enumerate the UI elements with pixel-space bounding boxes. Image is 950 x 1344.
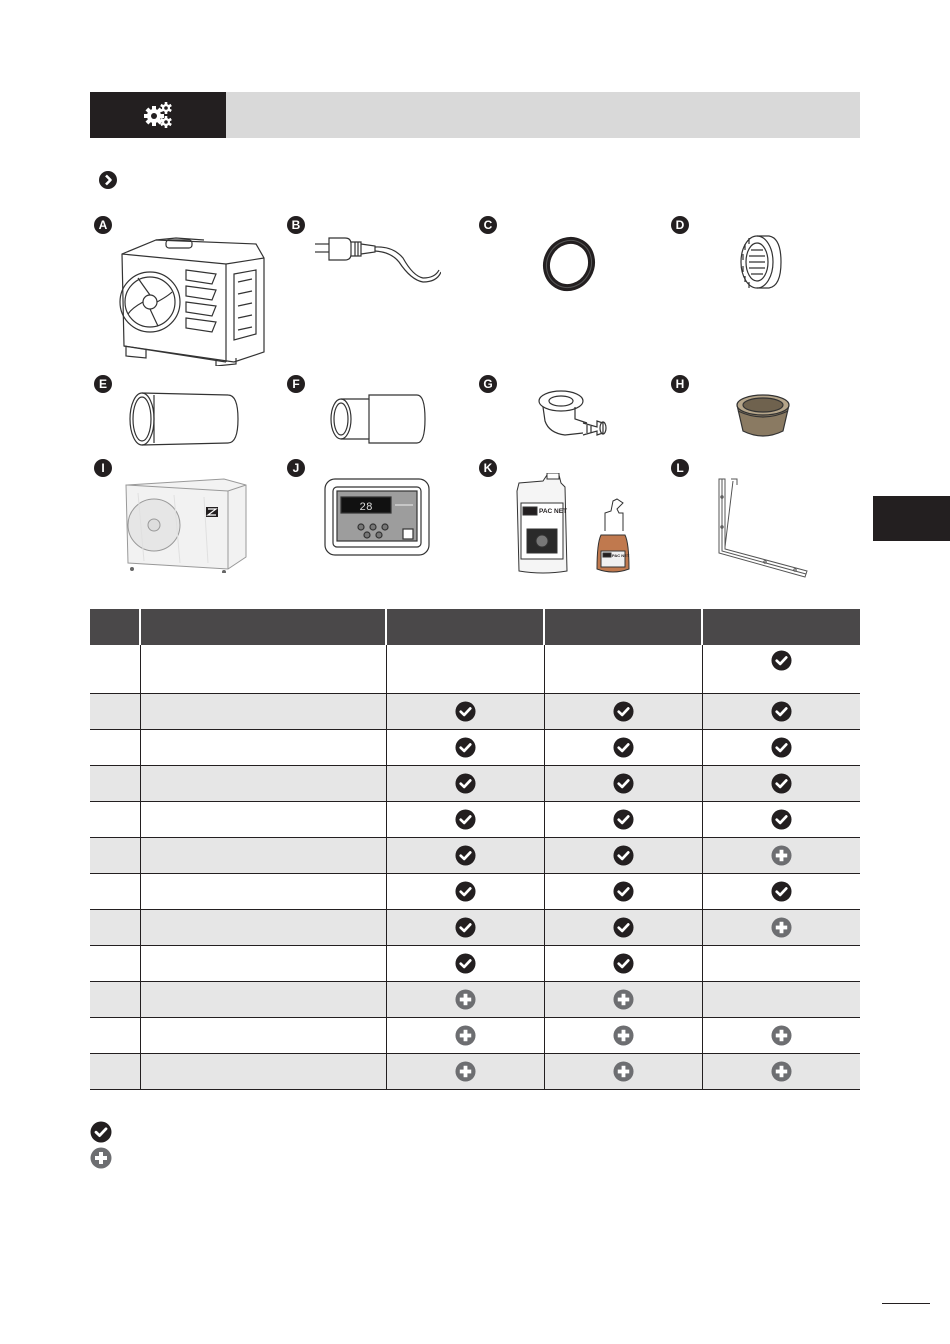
table-cell-letter [90,837,140,873]
table-cell-description [140,945,386,981]
table-cell-availability [544,729,702,765]
check-icon [613,845,634,866]
pac-net-can-label: PAC NET [539,508,568,515]
table-cell-description [140,765,386,801]
table-cell-availability [702,729,860,765]
item-letter: I [94,459,112,477]
plus-icon [771,1025,792,1046]
item-letter: H [671,375,689,393]
table-cell-availability [702,693,860,729]
table-cell-description [140,693,386,729]
legend-plus-icon [90,1147,112,1169]
heat-pump-illustration [116,234,266,366]
table-cell-availability [544,945,702,981]
table-row [90,765,860,801]
gears-icon [143,102,173,128]
table-cell-letter [90,765,140,801]
table-cell-availability [386,765,544,801]
winter-cover-illustration [124,477,248,573]
table-cell-availability [544,1017,702,1053]
table-cell-availability [544,1053,702,1089]
table-cell-letter [90,801,140,837]
plus-icon [613,1025,634,1046]
table-cell-availability [386,645,544,693]
item-f [287,375,467,445]
item-e [94,375,274,445]
table-cell-availability [386,945,544,981]
table-cell-description [140,1053,386,1089]
check-icon [613,917,634,938]
check-icon [455,917,476,938]
table-cell-letter [90,945,140,981]
table-cell-availability [386,873,544,909]
pipe-reducer-illustration [329,393,429,445]
check-icon [455,809,476,830]
power-plug-illustration [315,232,441,286]
table-row [90,981,860,1017]
table-cell-availability [702,645,860,693]
table-cell-availability [386,837,544,873]
table-cell-description [140,645,386,693]
check-icon [771,650,792,671]
table-row [90,801,860,837]
item-l [671,459,851,584]
plus-icon [613,989,634,1010]
item-letter: J [287,459,305,477]
table-cell-availability [702,765,860,801]
table-cell-letter [90,645,140,693]
check-icon [613,737,634,758]
table-row [90,1017,860,1053]
item-letter: A [94,216,112,234]
table-cell-availability [702,873,860,909]
table-cell-availability [702,1017,860,1053]
table-row [90,645,860,693]
table-cell-availability [544,909,702,945]
check-icon [613,881,634,902]
item-letter: F [287,375,305,393]
table-cell-letter [90,1017,140,1053]
plus-icon [455,989,476,1010]
table-cell-availability [544,981,702,1017]
table-row [90,1053,860,1089]
item-g [479,375,659,455]
table-cell-availability [702,1053,860,1089]
table-header-cell [140,609,386,645]
table-cell-letter [90,873,140,909]
check-icon [455,953,476,974]
table-header-cell [386,609,544,645]
table-cell-availability [544,645,702,693]
table-cell-letter [90,981,140,1017]
item-letter: G [479,375,497,393]
table-header-cell [702,609,860,645]
plus-icon [771,1061,792,1082]
item-i [94,459,274,574]
check-icon [613,701,634,722]
chevron-right-icon [99,171,117,189]
pac-net-cleaner-illustration [513,473,643,577]
table-cell-letter [90,729,140,765]
table-cell-letter [90,909,140,945]
table-cell-availability [544,765,702,801]
table-cell-description [140,981,386,1017]
legend-check-icon [90,1121,112,1143]
check-icon [771,881,792,902]
item-letter: C [479,216,497,234]
section-header-bar [226,92,860,138]
plus-icon [771,845,792,866]
check-icon [613,773,634,794]
table-header-cell [544,609,702,645]
table-cell-availability [544,837,702,873]
table-cell-description [140,729,386,765]
table-cell-availability [386,1017,544,1053]
item-a [94,216,274,366]
pipe-adapter-illustration [128,391,240,447]
item-letter: K [479,459,497,477]
check-icon [771,773,792,794]
wall-bracket-illustration [715,477,815,581]
table-cell-availability [386,801,544,837]
check-icon [455,881,476,902]
plus-icon [613,1061,634,1082]
table-cell-availability [386,693,544,729]
check-icon [455,845,476,866]
plus-icon [455,1061,476,1082]
display-value: 28 [359,502,373,514]
table-cell-availability [386,981,544,1017]
plus-icon [455,1025,476,1046]
check-icon [771,809,792,830]
table-cell-description [140,909,386,945]
table-header-row [90,609,860,645]
check-icon [771,737,792,758]
table-cell-availability [544,693,702,729]
item-d [671,216,851,296]
section-header-icon-block [90,92,226,138]
check-icon [455,737,476,758]
table-cell-availability [386,909,544,945]
check-icon [455,701,476,722]
table-header-cell [90,609,140,645]
table-row [90,693,860,729]
table-row [90,837,860,873]
table-cell-description [140,1017,386,1053]
plus-icon [771,917,792,938]
table-cell-letter [90,693,140,729]
table-cell-availability [544,801,702,837]
table-cell-availability [544,873,702,909]
item-letter: E [94,375,112,393]
item-letter: B [287,216,305,234]
check-icon [771,701,792,722]
check-icon [613,809,634,830]
table-cell-availability [386,1053,544,1089]
table-cell-availability [702,981,860,1017]
table-cell-letter [90,1053,140,1089]
table-cell-availability [702,837,860,873]
table-cell-availability [386,729,544,765]
table-cell-description [140,837,386,873]
rubber-cup-illustration [733,391,793,441]
table-row [90,945,860,981]
drain-elbow-illustration [535,387,615,453]
table-cell-availability [702,801,860,837]
item-letter: L [671,459,689,477]
page-footer-rule [882,1303,930,1304]
table-row [90,909,860,945]
check-icon [613,953,634,974]
side-tab-marker [873,496,950,541]
table-cell-availability [702,945,860,981]
table-cell-description [140,801,386,837]
seal-ring-illustration [539,236,599,292]
union-nut-illustration [735,230,785,294]
table-cell-availability [702,909,860,945]
pac-net-bottle-label: PAC NET [612,553,630,558]
table-row [90,729,860,765]
remote-control-illustration [321,475,433,559]
item-j [287,459,467,559]
item-h [671,375,851,445]
check-icon [455,773,476,794]
item-letter: D [671,216,689,234]
table-cell-description [140,873,386,909]
item-k [479,459,659,579]
item-c [479,216,659,296]
item-b [287,216,467,296]
accessories-table [90,609,860,1090]
table-row [90,873,860,909]
